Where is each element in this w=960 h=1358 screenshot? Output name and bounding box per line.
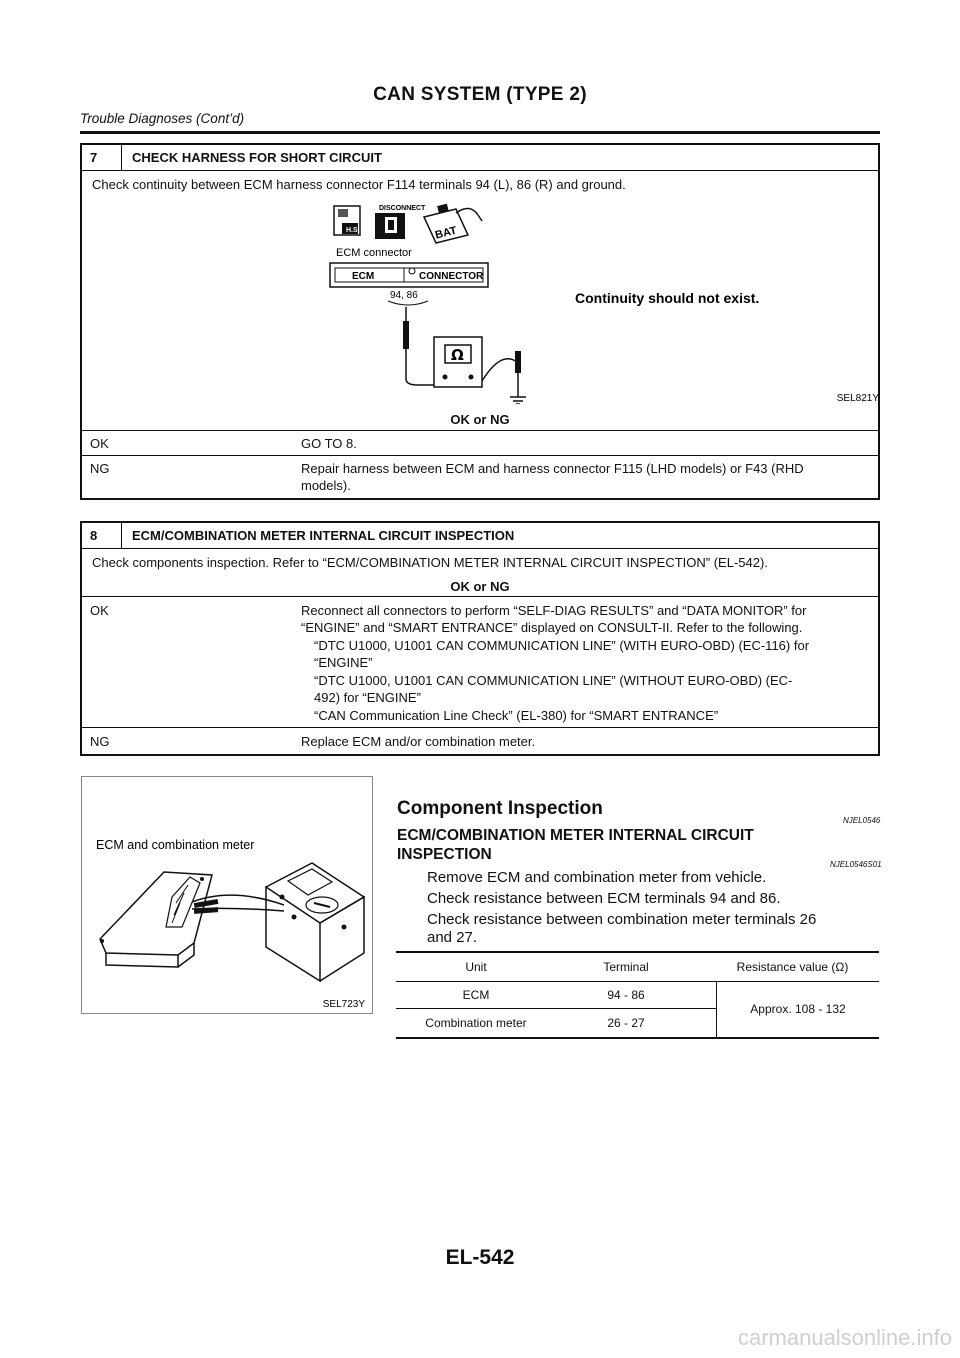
component-subheading-tag: NJEL0546S01	[830, 860, 882, 869]
inspection-step: and 27.	[427, 929, 478, 946]
component-figure-id: SEL723Y	[322, 999, 365, 1010]
step7-ng-label: NG	[90, 461, 110, 476]
step8-ok-line: 492) for “ENGINE”	[314, 690, 421, 705]
step8-number: 8	[82, 523, 122, 548]
continuity-result: Continuity should not exist.	[575, 290, 760, 306]
bat-label: BAT	[433, 224, 459, 242]
page-number: EL-542	[445, 1246, 515, 1269]
step8-ng-label: NG	[90, 734, 110, 749]
component-figure	[81, 776, 373, 1014]
step7-number: 7	[82, 145, 122, 170]
inspection-step: Check resistance between ECM terminals 94 and 86.	[427, 890, 781, 907]
step7-figure-id: SEL821Y	[836, 393, 879, 404]
component-subheading-line2: INSPECTION	[397, 846, 492, 863]
multimeter-icon	[266, 863, 364, 981]
step7-instruction: Check continuity between ECM harness connector F114 terminals 94 (L), 86 (R) and ground.	[92, 177, 626, 192]
step8-ok-line: Reconnect all connectors to perform “SELF-DIAG RESULTS” and “DATA MONITOR” for	[301, 603, 807, 618]
step7-title: CHECK HARNESS FOR SHORT CIRCUIT	[132, 150, 382, 165]
step7-ng-row	[82, 456, 878, 500]
step8-ok-row	[82, 597, 878, 728]
step7-ng-action-line2: models).	[301, 478, 351, 493]
step8-ok-line: “ENGINE”	[314, 655, 373, 670]
probe-icon	[403, 321, 409, 349]
connector-caption: ECM connector	[336, 247, 412, 259]
page-title: CAN SYSTEM (TYPE 2)	[373, 84, 587, 105]
step8-title-row	[82, 523, 878, 549]
ecm-unit-icon	[100, 872, 212, 967]
resistance-table	[396, 951, 879, 1040]
table-cell-terminal: 94 - 86	[607, 988, 645, 1002]
terminals-label: 94, 86	[390, 290, 418, 301]
step8-ok-or-ng: OK or NG	[450, 579, 510, 594]
ecm-meter-illustration	[82, 777, 372, 1013]
step8-body-row	[82, 549, 878, 597]
disconnect-label: DISCONNECT	[379, 205, 426, 212]
step7-title-row	[82, 145, 878, 171]
step7-ok-action: GO TO 8.	[301, 436, 357, 451]
step8-ok-line: “DTC U1000, U1001 CAN COMMUNICATION LINE” (WITHOUT EURO-OBD) (EC-	[314, 673, 793, 688]
ohmmeter-icon	[434, 337, 482, 387]
component-heading-tag: NJEL0546	[843, 816, 881, 825]
ground-icon	[510, 395, 526, 404]
step8-box	[80, 521, 880, 756]
table-header-terminal: Terminal	[603, 960, 649, 974]
figure-caption: ECM and combination meter	[96, 838, 255, 852]
table-cell-unit: ECM	[462, 988, 490, 1002]
component-subheading-line1: ECM/COMBINATION METER INTERNAL CIRCUIT	[397, 827, 754, 844]
table-cell-terminal: 26 - 27	[607, 1016, 645, 1030]
step7-figure	[242, 199, 882, 404]
step8-title: ECM/COMBINATION METER INTERNAL CIRCUIT INSPECTION	[132, 528, 515, 543]
step8-instruction: Check components inspection. Refer to “ECM/COMBINATION METER INTERNAL CIRCUIT INSPECTION” (EL-542).	[92, 555, 768, 570]
step7-ok-row	[82, 431, 878, 456]
inspection-step: Remove ECM and combination meter from vehicle.	[427, 869, 767, 886]
disconnect-icon	[375, 205, 426, 239]
step8-ng-action: Replace ECM and/or combination meter.	[301, 734, 536, 749]
watermark: carmanualsonline.info	[737, 1325, 952, 1350]
hs-label: H.S.	[346, 227, 360, 234]
step8-ok-line: “DTC U1000, U1001 CAN COMMUNICATION LINE” (WITH EURO-OBD) (EC-116) for	[314, 638, 810, 653]
step7-ok-or-ng: OK or NG	[450, 412, 510, 427]
component-heading: Component Inspection	[397, 798, 603, 819]
table-header-unit: Unit	[465, 960, 487, 974]
ecm-label: ECM	[352, 271, 375, 282]
table-cell-unit: Combination meter	[425, 1016, 527, 1030]
battery-icon	[424, 204, 482, 243]
step8-ng-row	[82, 728, 878, 754]
connector-label: CONNECTOR	[419, 271, 484, 282]
step8-ok-label: OK	[90, 603, 109, 618]
table-header-resistance: Resistance value (Ω)	[736, 960, 849, 974]
step7-box	[80, 143, 880, 500]
inspection-step: Check resistance between combination meter terminals 26	[427, 911, 817, 928]
step7-body-row	[82, 171, 878, 431]
table-cell-resistance: Approx. 108 - 132	[750, 1002, 846, 1016]
ohm-symbol: Ω	[451, 346, 464, 364]
page-subtitle: Trouble Diagnoses (Cont’d)	[80, 111, 245, 126]
step7-ng-action-line1: Repair harness between ECM and harness connector F115 (LHD models) or F43 (RHD	[301, 461, 804, 476]
step8-ok-line: “CAN Communication Line Check” (EL-380) for “SMART ENTRANCE”	[314, 708, 719, 723]
hs-icon	[334, 206, 360, 235]
step8-ok-line: “ENGINE” and “SMART ENTRANCE” displayed on CONSULT-II. Refer to the following.	[301, 620, 803, 635]
header-rule	[80, 131, 880, 134]
step7-ok-label: OK	[90, 436, 109, 451]
ecm-connector	[330, 263, 488, 287]
